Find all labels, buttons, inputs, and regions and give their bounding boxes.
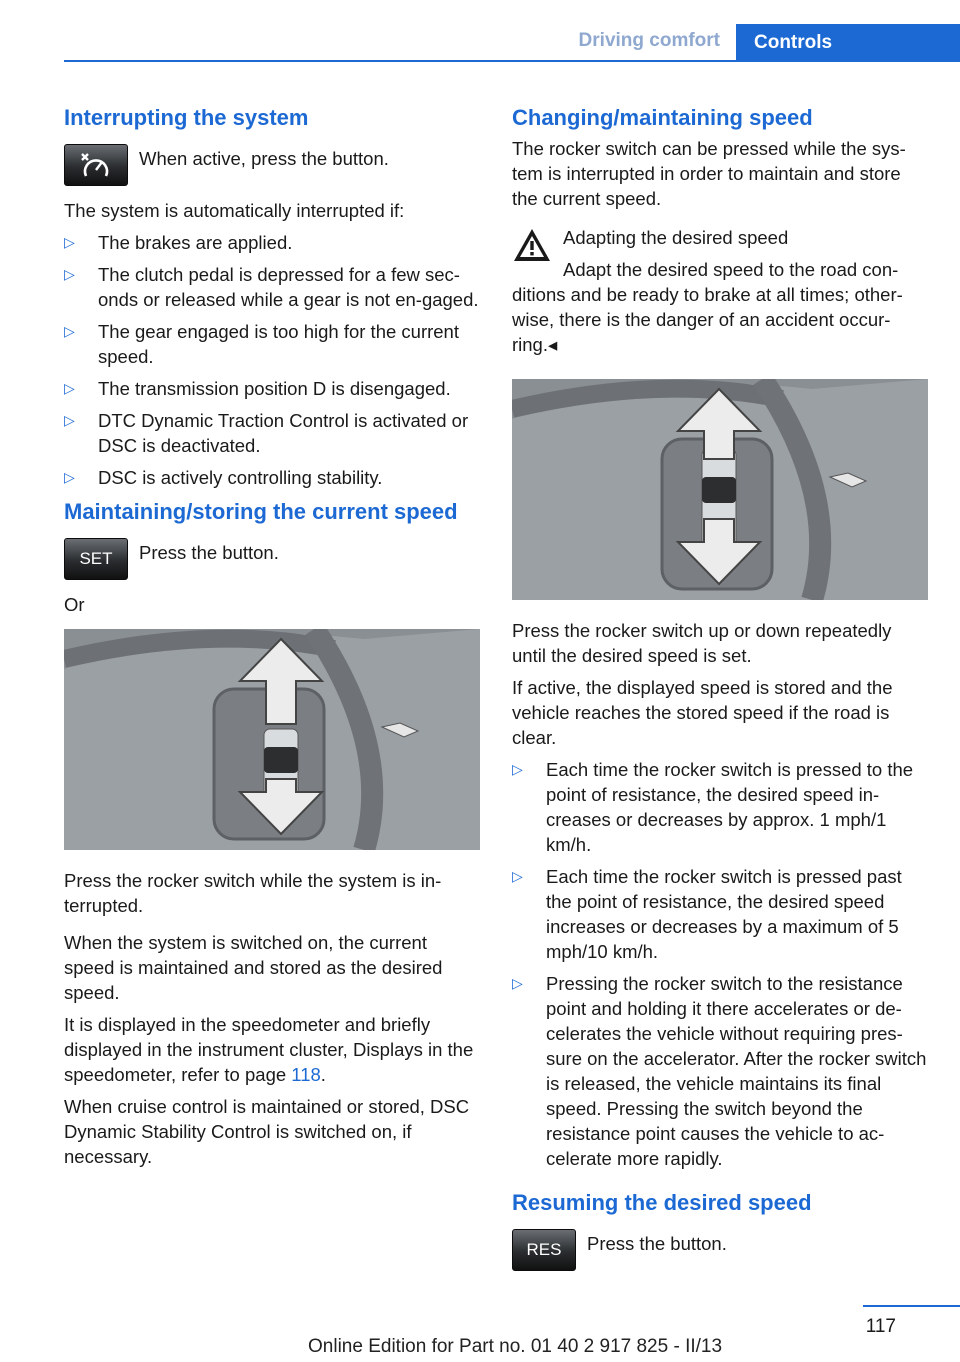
maintain-heading: Maintaining/storing the current speed xyxy=(64,499,458,524)
or-text: Or xyxy=(64,594,85,615)
warning-title: Adapting the desired speed xyxy=(563,227,789,248)
list-item: ▷ The transmission position D is disengaged. xyxy=(64,378,451,399)
res-button-text: Press the button. xyxy=(587,1233,727,1254)
list-item: ▷ The gear engaged is too high for the current speed. xyxy=(64,321,459,367)
list-item: ▷ Pressing the rocker switch to the resistance point and holding it there accelerates or de-celerates the vehicle without requiring pres-sure on the accelerator. After the rocker switch is released, the vehicle maintains its final speed. Pressing the switch beyond the resistance point causes the vehicle to ac-celerate more rapidly. xyxy=(512,973,927,1169)
list-item: ▷ DSC is actively controlling stability. xyxy=(64,467,383,488)
triangle-bullet-icon: ▷ xyxy=(512,761,523,777)
triangle-bullet-icon: ▷ xyxy=(64,323,75,339)
maintain-p4: When cruise control is maintained or stored, DSC Dynamic Stability Control is switched on, if necessary. xyxy=(64,1096,470,1167)
list-item: ▷ The brakes are applied. xyxy=(64,232,293,253)
triangle-bullet-icon: ▷ xyxy=(512,868,523,884)
set-button-text: Press the button. xyxy=(139,542,279,563)
warning-block xyxy=(512,225,928,357)
maintain-p2: When the system is switched on, the current speed is maintained and stored as the desired speed. xyxy=(64,932,443,1003)
resume-interrupt-button-icon xyxy=(64,144,128,186)
list-item: ▷ Each time the rocker switch is pressed to the point of resistance, the desired speed in-creases or decreases by approx. 1 mph/1 km/h. xyxy=(512,759,914,855)
triangle-bullet-icon: ▷ xyxy=(64,469,75,485)
maintain-p1: Press the rocker switch while the system is in-terrupted. xyxy=(64,870,442,916)
list-item: ▷ The clutch pedal is depressed for a few sec-onds or released while a gear is not en-gaged. xyxy=(64,264,479,310)
triangle-bullet-icon: ▷ xyxy=(64,234,75,250)
triangle-bullet-icon: ▷ xyxy=(64,380,75,396)
change-bullet-list xyxy=(512,757,928,1171)
triangle-bullet-icon: ▷ xyxy=(64,266,75,282)
left-column xyxy=(64,100,480,1176)
change-intro: The rocker switch can be pressed while the sys-tem is interrupted in order to maintain and store the current speed. xyxy=(512,138,906,209)
page-number: 117 xyxy=(865,1316,896,1337)
set-button-row xyxy=(64,536,480,586)
rocker-switch-photo xyxy=(64,629,480,850)
res-button-row xyxy=(512,1227,928,1277)
right-column xyxy=(512,100,928,1283)
change-p2: If active, the displayed speed is stored and the vehicle reaches the stored speed if the road is clear. xyxy=(512,677,893,748)
warning-body: ditions and be ready to brake at all times; other-wise, there is the danger of an accident occur-ring.◂ xyxy=(512,284,903,355)
interrupt-button-text: When active, press the button. xyxy=(139,148,389,169)
triangle-bullet-icon: ▷ xyxy=(64,412,75,428)
interrupt-bullet-list xyxy=(64,230,480,490)
interrupt-auto-intro: The system is automatically interrupted if: xyxy=(64,200,405,221)
list-item: ▷ DTC Dynamic Traction Control is activated or DSC is deactivated. xyxy=(64,410,469,456)
triangle-bullet-icon: ▷ xyxy=(512,975,523,991)
res-button-icon: RES xyxy=(512,1229,576,1271)
warning-first-line: Adapt the desired speed to the road con- xyxy=(563,259,899,280)
header-tab: Controls xyxy=(736,24,960,62)
header-section-title: Driving comfort xyxy=(578,30,720,51)
interrupt-heading: Interrupting the system xyxy=(64,105,309,130)
set-button-icon: SET xyxy=(64,538,128,580)
list-item: ▷ Each time the rocker switch is pressed past the point of resistance, the desired speed increases or decreases by a maximum of 5 mph/10 km/h. xyxy=(512,866,902,962)
warning-triangle-icon xyxy=(512,227,552,263)
resume-heading: Resuming the desired speed xyxy=(512,1190,812,1215)
change-heading: Changing/maintaining speed xyxy=(512,105,813,130)
interrupt-button-row xyxy=(64,142,480,192)
rocker-switch-photo-2 xyxy=(512,379,928,600)
header-rule xyxy=(64,60,960,62)
page-link-118[interactable]: 118 xyxy=(291,1064,321,1085)
edition-text: Online Edition for Part no. 01 40 2 917 825 - II/13 xyxy=(308,1336,723,1357)
maintain-p3: It is displayed in the speedometer and briefly displayed in the instrument cluster, Displays in the speedometer, refer to page 118. xyxy=(64,1014,474,1085)
footer-rule xyxy=(863,1305,960,1307)
change-p1: Press the rocker switch up or down repeatedly until the desired speed is set. xyxy=(512,620,892,666)
